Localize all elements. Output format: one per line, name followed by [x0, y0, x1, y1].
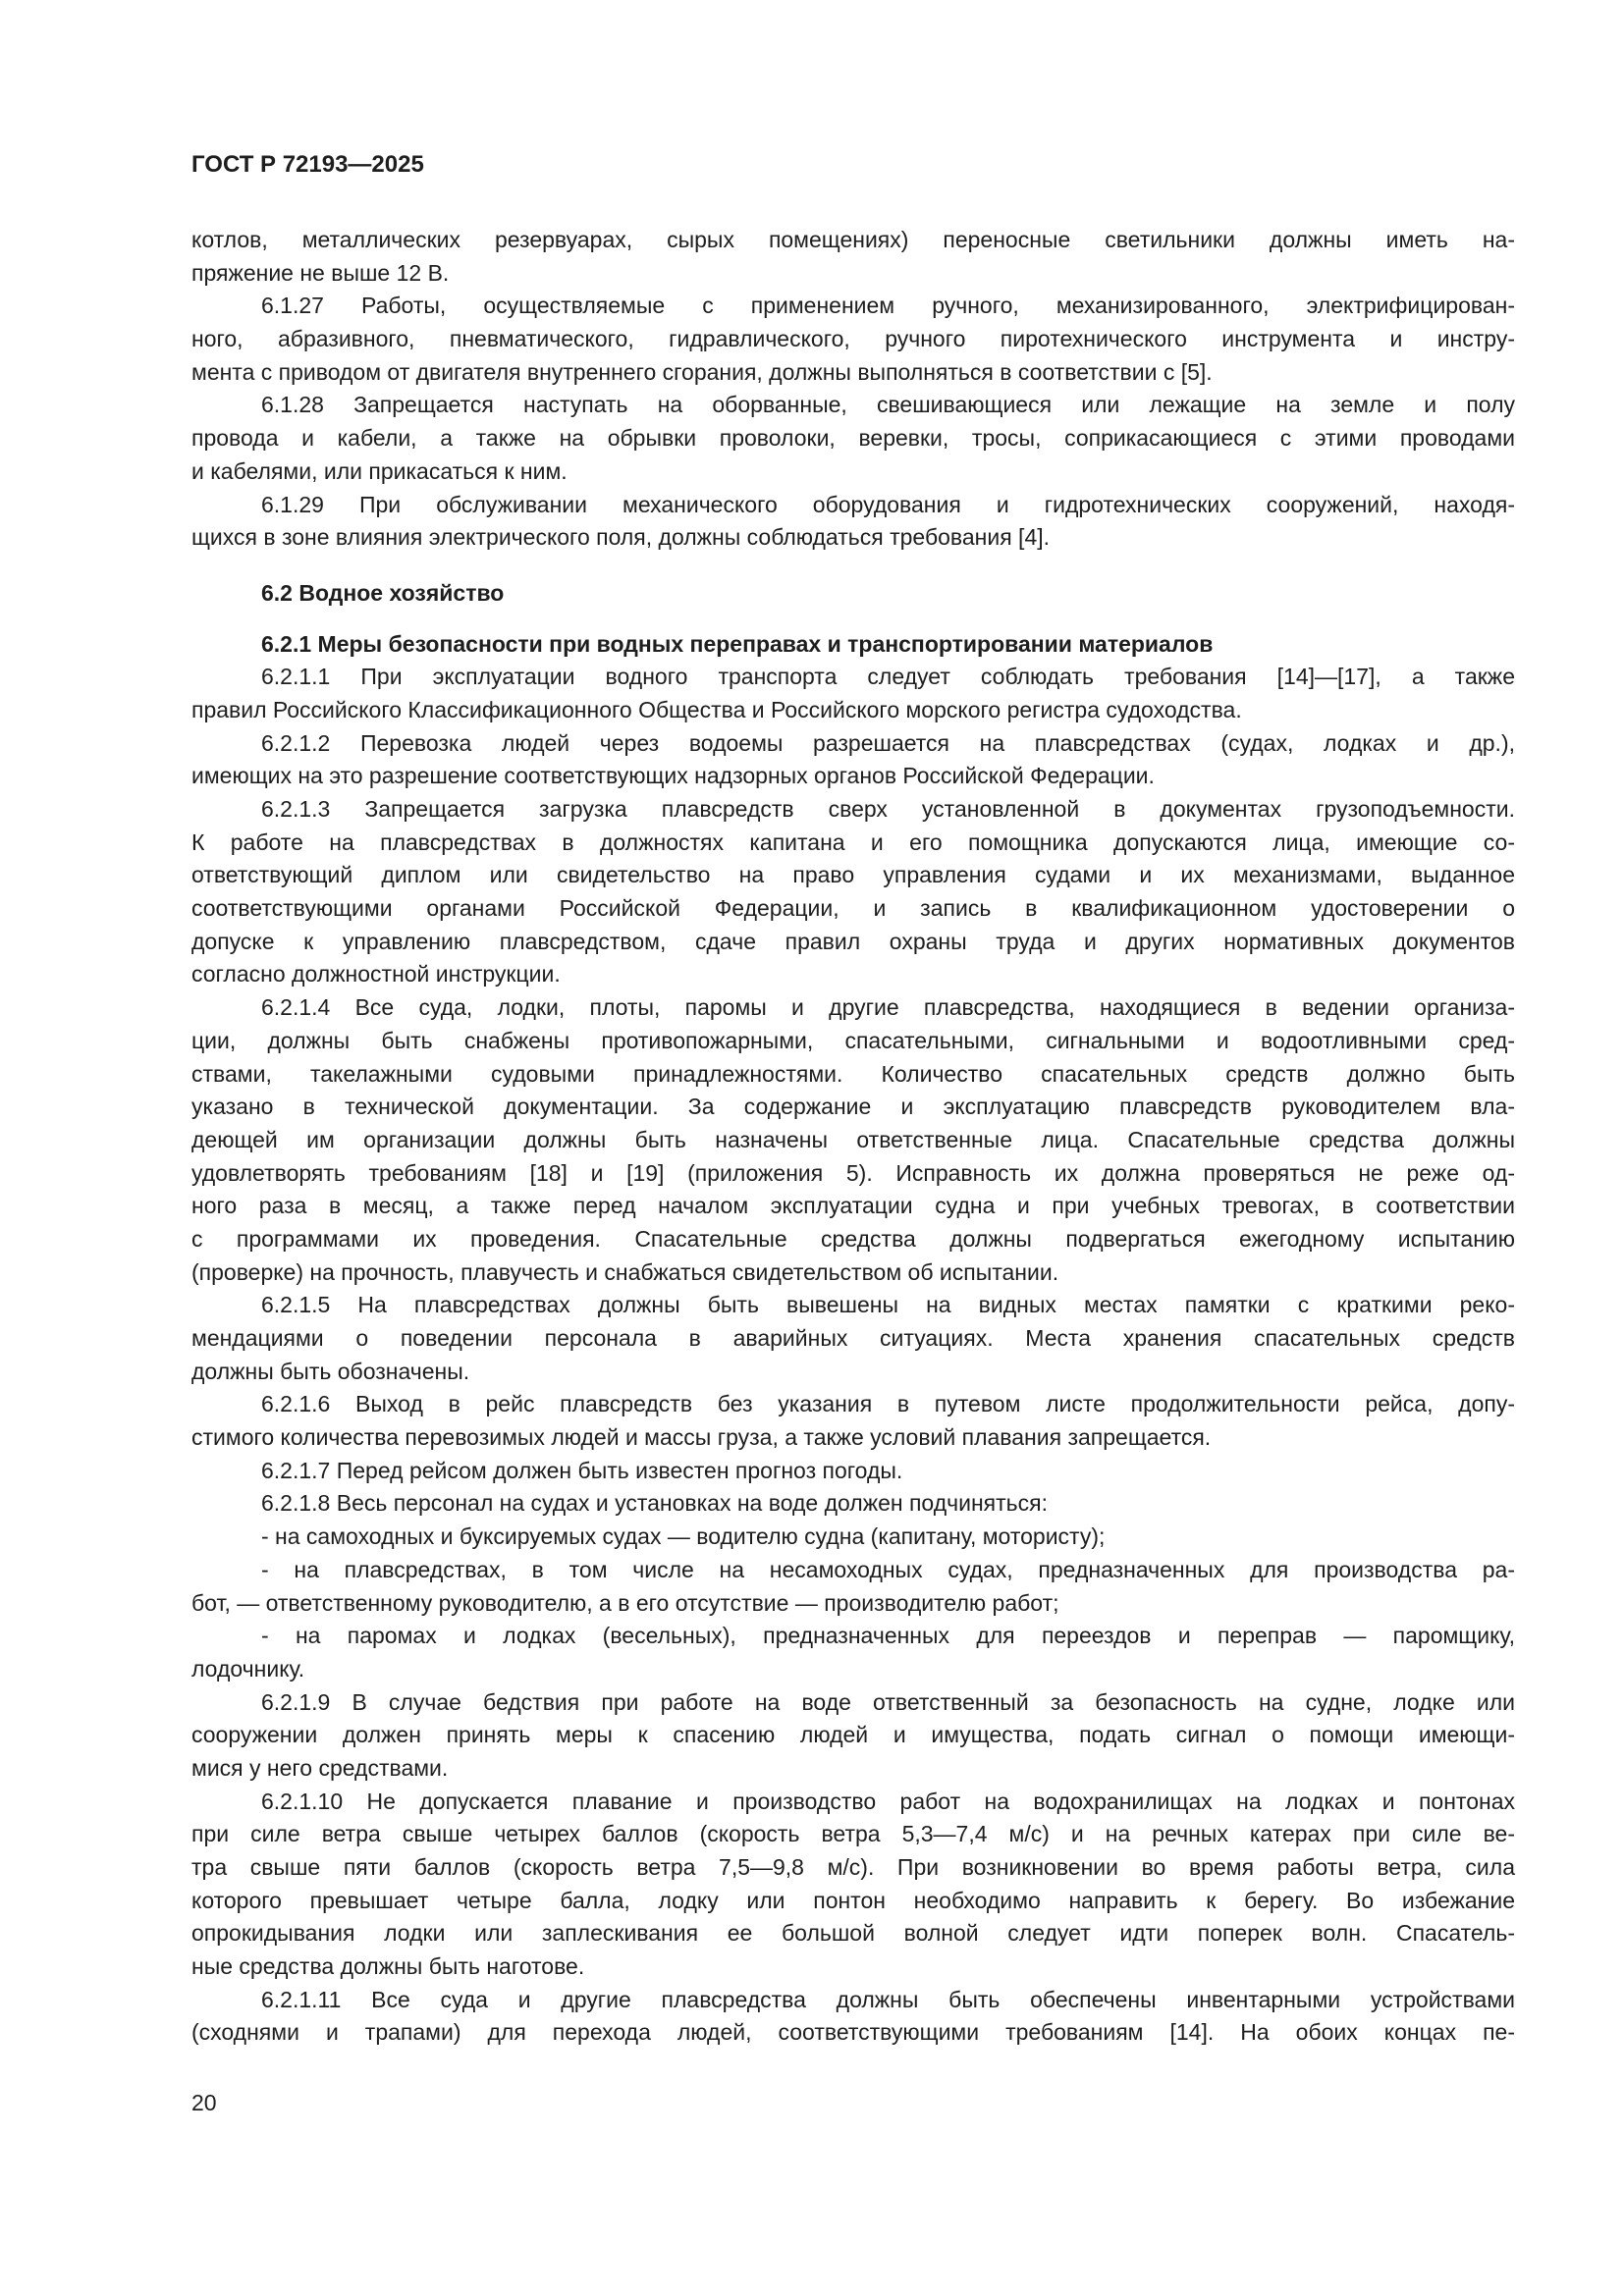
text-line: К работе на плавсредствах в должностях капитана и его помощника допускаются лица, имеющие со- — [191, 828, 1515, 855]
text-line: 6.2.1.8 Весь персонал на судах и установках на воде должен подчиняться: — [261, 1490, 1048, 1517]
paragraph — [191, 991, 1515, 1289]
section-heading: 6.2 Водное хозяйство — [261, 580, 505, 607]
text-line: - на самоходных и буксируемых судах — водителю судна (капитану, мотористу); — [261, 1523, 1106, 1550]
paragraph — [191, 1487, 1515, 1521]
text-line: указано в технической документации. За содержание и эксплуатацию плавсредств руководителем вла- — [191, 1094, 1515, 1120]
paragraph — [191, 1620, 1515, 1685]
text-line: 6.2.1.9 В случае бедствия при работе на воде ответственный за безопасность на судне, лодке или — [261, 1688, 1515, 1715]
text-line: стимого количества перевозимых людей и массы груза, а также условий плавания запрещается. — [191, 1424, 1212, 1451]
paragraph — [191, 290, 1515, 389]
text-line: деющей им организации должны быть назначены ответственные лица. Спасательные средства должны — [191, 1126, 1515, 1152]
text-line: опрокидывания лодки или заплескивания ее большой волной следует идти поперек волн. Спасатель- — [191, 1920, 1515, 1947]
text-line: при силе ветра свыше четырех баллов (скорость ветра 5,3—7,4 м/с) и на речных катерах при силе ве- — [191, 1821, 1515, 1847]
text-line: мента с приводом от двигателя внутреннего сгорания, должны выполняться в соответствии с [5]. — [191, 358, 1213, 385]
text-line: ного раза в месяц, а также перед началом эксплуатации судна и при учебных тревогах, в соответствии — [191, 1193, 1515, 1219]
text-line: сооружении должен принять меры к спасению людей и имущества, подать сигнал о помощи имеющи- — [191, 1722, 1515, 1748]
text-line: имеющих на это разрешение соответствующих надзорных органов Российской Федерации. — [191, 763, 1155, 789]
text-line: допуске к управлению плавсредством, сдаче правил охраны труда и других нормативных документов — [191, 928, 1515, 954]
text-line: мися у него средствами. — [191, 1754, 449, 1781]
paragraph — [191, 727, 1515, 793]
text-line: - на паромах и лодках (весельных), предназначенных для переездов и переправ — паромщику, — [261, 1623, 1515, 1649]
paragraph — [191, 1984, 1515, 2050]
text-line: (сходнями и трапами) для перехода людей, соответствующими требованиям [14]. На обоих концах пе- — [191, 2019, 1515, 2046]
text-line: 6.2.1.2 Перевозка людей через водоемы разрешается на плавсредствах (судах, лодках и др.), — [261, 729, 1515, 756]
paragraph — [191, 1289, 1515, 1388]
paragraph — [191, 1521, 1515, 1554]
paragraph — [191, 1554, 1515, 1620]
text-line: соответствующими органами Российской Федерации, и запись в квалификационном удостоверении о — [191, 895, 1515, 922]
paragraph — [191, 1686, 1515, 1786]
text-line: должны быть обозначены. — [191, 1358, 470, 1384]
text-line: 6.2.1.7 Перед рейсом должен быть известен прогноз погоды. — [261, 1457, 903, 1483]
text-line: лодочнику. — [191, 1655, 305, 1682]
text-line: с программами их проведения. Спасательные средства должны подвергаться ежегодному испытанию — [191, 1225, 1515, 1252]
paragraph — [191, 1786, 1515, 1984]
text-line: котлов, металлических резервуарах, сырых помещениях) переносные светильники должны иметь на- — [191, 227, 1515, 252]
text-line: 6.2.1.5 На плавсредствах должны быть вывешены на видных местах памятки с краткими реко- — [261, 1292, 1515, 1318]
paragraph — [191, 661, 1515, 726]
text-line: ответствующий диплом или свидетельство на право управления судами и их механизмами, выданное — [191, 862, 1515, 888]
document-code-header: ГОСТ Р 72193—2025 — [191, 151, 424, 178]
text-line: правил Российского Классификационного Общества и Российского морского регистра судоходства. — [191, 696, 1242, 722]
text-line: и кабелями, или прикасаться к ним. — [191, 457, 568, 484]
text-line: тра свыше пяти баллов (скорость ветра 7,5—9,8 м/с). При возникновении во время работы ветра, сила — [191, 1854, 1515, 1880]
paragraph — [191, 1455, 1515, 1488]
paragraph — [191, 389, 1515, 488]
text-line: - на плавсредствах, в том числе на несамоходных судах, предназначенных для производства ра- — [261, 1556, 1515, 1582]
text-line: пряжение не выше 12 В. — [191, 259, 450, 286]
paragraph — [191, 489, 1515, 555]
text-line: 6.1.28 Запрещается наступать на оборванные, свешивающиеся или лежащие на земле и полу — [261, 392, 1515, 418]
text-line: 6.2.1.4 Все суда, лодки, плоты, паромы и другие плавсредства, находящиеся в ведении организа- — [261, 994, 1515, 1021]
text-line: удовлетворять требованиям [18] и [19] (приложения 5). Исправность их должна проверяться не реже од- — [191, 1159, 1515, 1186]
paragraph — [191, 224, 1515, 290]
text-line: ции, должны быть снабжены противопожарными, спасательными, сигнальными и водоотливными сред- — [191, 1027, 1515, 1053]
paragraph — [191, 793, 1515, 991]
text-line: (проверке) на прочность, плавучесть и снабжаться свидетельством об испытании. — [191, 1258, 1059, 1285]
text-line: щихся в зоне влияния электрического поля, должны соблюдаться требования [4]. — [191, 524, 1051, 551]
text-line: ного, абразивного, пневматического, гидравлического, ручного пиротехнического инструмента и инстру- — [191, 326, 1515, 352]
text-line: согласно должностной инструкции. — [191, 961, 561, 988]
text-line: ствами, такелажными судовыми принадлежностями. Количество спасательных средств должно быть — [191, 1060, 1515, 1087]
text-line: бот, — ответственному руководителю, а в его отсутствие — производителю работ; — [191, 1589, 1059, 1616]
document-body — [191, 224, 1515, 2050]
text-line: 6.2.1.6 Выход в рейс плавсредств без указания в путевом листе продолжительности рейса, допу- — [261, 1391, 1515, 1417]
text-line: 6.2.1.11 Все суда и другие плавсредства должны быть обеспечены инвентарными устройствами — [261, 1986, 1515, 2012]
text-line: ные средства должны быть наготове. — [191, 1953, 585, 1980]
section-heading: 6.2.1 Меры безопасности при водных переправах и транспортировании материалов — [261, 630, 1214, 657]
text-line: 6.2.1.10 Не допускается плавание и производство работ на водохранилищах на лодках и понтонах — [261, 1788, 1515, 1814]
text-line: 6.2.1.3 Запрещается загрузка плавсредств сверх установленной в документах грузоподъемности. — [261, 796, 1515, 822]
page-number: 20 — [191, 2090, 217, 2115]
text-line: которого превышает четыре балла, лодку или понтон необходимо направить к берегу. Во избежание — [191, 1887, 1515, 1913]
text-line: 6.1.27 Работы, осуществляемые с применением ручного, механизированного, электрифицирован- — [261, 293, 1515, 319]
text-line: 6.2.1.1 При эксплуатации водного транспорта следует соблюдать требования [14]—[17], а также — [261, 664, 1515, 690]
paragraph — [191, 1388, 1515, 1454]
text-line: 6.1.29 При обслуживании механического оборудования и гидротехнических сооружений, находя- — [261, 491, 1515, 517]
text-line: провода и кабели, а также на обрывки проволоки, веревки, тросы, соприкасающиеся с этими проводами — [191, 425, 1515, 452]
text-line: мендациями о поведении персонала в аварийных ситуациях. Места хранения спасательных средств — [191, 1325, 1515, 1351]
